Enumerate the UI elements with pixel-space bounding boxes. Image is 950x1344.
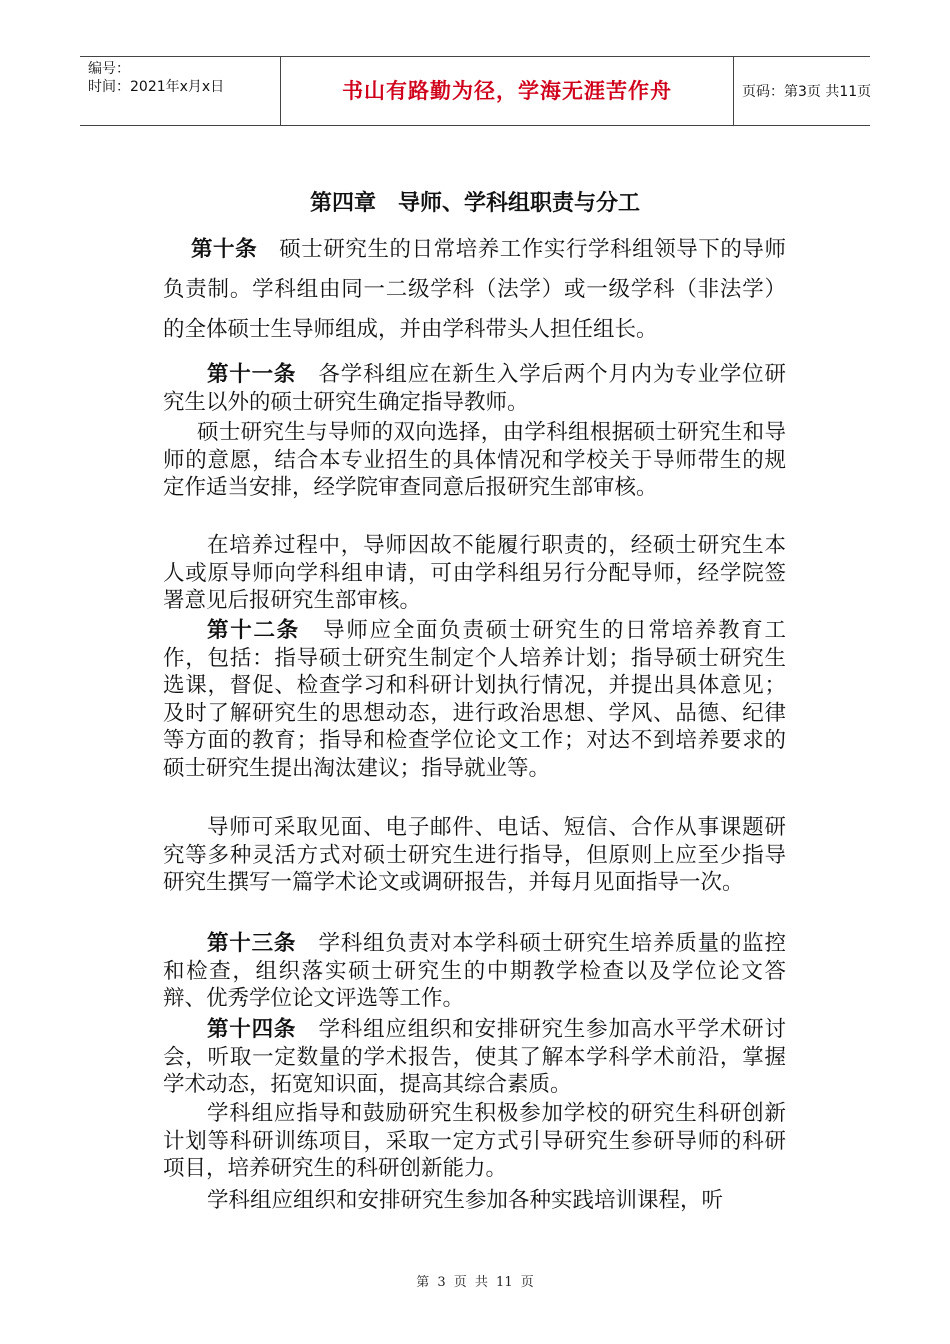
document-time: 时间：2021年x月x日 [88,79,225,95]
article-number: 第十条 [191,237,258,262]
paragraph-text: 在培养过程中，导师因故不能履行职责的，经硕士研究生本人或原导师向学科组申请，可由学科组另行分配导师，经学院签署意见后报研究生部审核。 [163,533,786,614]
paragraph-guidance-methods [163,814,786,897]
paragraph-article-12 [163,617,786,783]
paragraph-article-13 [163,930,786,1013]
paragraph-article-14 [163,1016,786,1099]
paragraph-text: 硕士研究生与导师的双向选择，由学科组根据硕士研究生和导师的意愿，结合本专业招生的具体情况和学校关于导师带生的规定作适当安排，经学院审查同意后报研究生部审核。 [163,420,786,501]
header-page-cell [732,57,870,125]
paragraph-text: 导师可采取见面、电子邮件、电话、短信、合作从事课题研究等多种灵活方式对硕士研究生进行指导，但原则上应至少指导研究生撰写一篇学术论文或调研报告，并每月见面指导一次。 [163,815,786,896]
paragraph-text: 各学科组应在新生入学后两个月内为专业学位研究生以外的硕士研究生确定指导教师。 [163,362,786,415]
article-number: 第十四条 [207,1017,297,1042]
header-meta-cell [80,57,280,125]
paragraph-research-training [163,1100,786,1183]
article-number: 第十一条 [207,362,297,387]
header-motto-cell [280,57,734,125]
paragraph-article-11 [163,361,786,416]
paragraph-text: 硕士研究生的日常培养工作实行学科组领导下的导师负责制。学科组由同一二级学科（法学）或一级学科（非法学）的全体硕士生导师组成，并由学科带头人担任组长。 [163,237,786,342]
page-header [80,56,870,126]
paragraph-text: 学科组负责对本学科硕士研究生培养质量的监控和检查，组织落实硕士研究生的中期教学检查以及学位论文答辩、优秀学位论文评选等工作。 [163,931,786,1012]
paragraph-article-10 [163,230,786,350]
paragraph-text: 学科组应组织和安排研究生参加高水平学术研讨会，听取一定数量的学术报告，使其了解本学科学术前沿，掌握学术动态，拓宽知识面，提高其综合素质。 [163,1017,786,1098]
page-footer: 第 3 页 共 11 页 [416,1275,534,1290]
article-number: 第十二条 [207,618,300,643]
chapter-title: 第四章 导师、学科组职责与分工 [309,191,640,216]
header-page-info: 页码：第3页 共11页 [742,84,872,100]
article-number: 第十三条 [207,931,297,956]
header-motto: 书山有路勤为径，学海无涯苦作舟 [342,79,672,103]
paragraph-selection [163,419,786,502]
paragraph-reassignment [163,532,786,615]
paragraph-text: 学科组应指导和鼓励研究生积极参加学校的研究生科研创新计划等科研训练项目，采取一定方式引导研究生参研导师的科研项目，培养研究生的科研创新能力。 [163,1101,786,1182]
document-number-label: 编号： [88,61,130,77]
paragraph-text: 导师应全面负责硕士研究生的日常培养教育工作，包括：指导硕士研究生制定个人培养计划；指导硕士研究生选课，督促、检查学习和科研计划执行情况，并提出具体意见；及时了解研究生的思想动态，进行政治思想、学风、品德、纪律等方面的教育；指导和检查学位论文工作；对达不到培养要求的硕士研究生提出淘汰建议；指导就业等。 [163,618,786,781]
paragraph-practice-training [163,1187,786,1215]
paragraph-text: 学科组应组织和安排研究生参加各种实践培训课程，听 [207,1188,724,1213]
